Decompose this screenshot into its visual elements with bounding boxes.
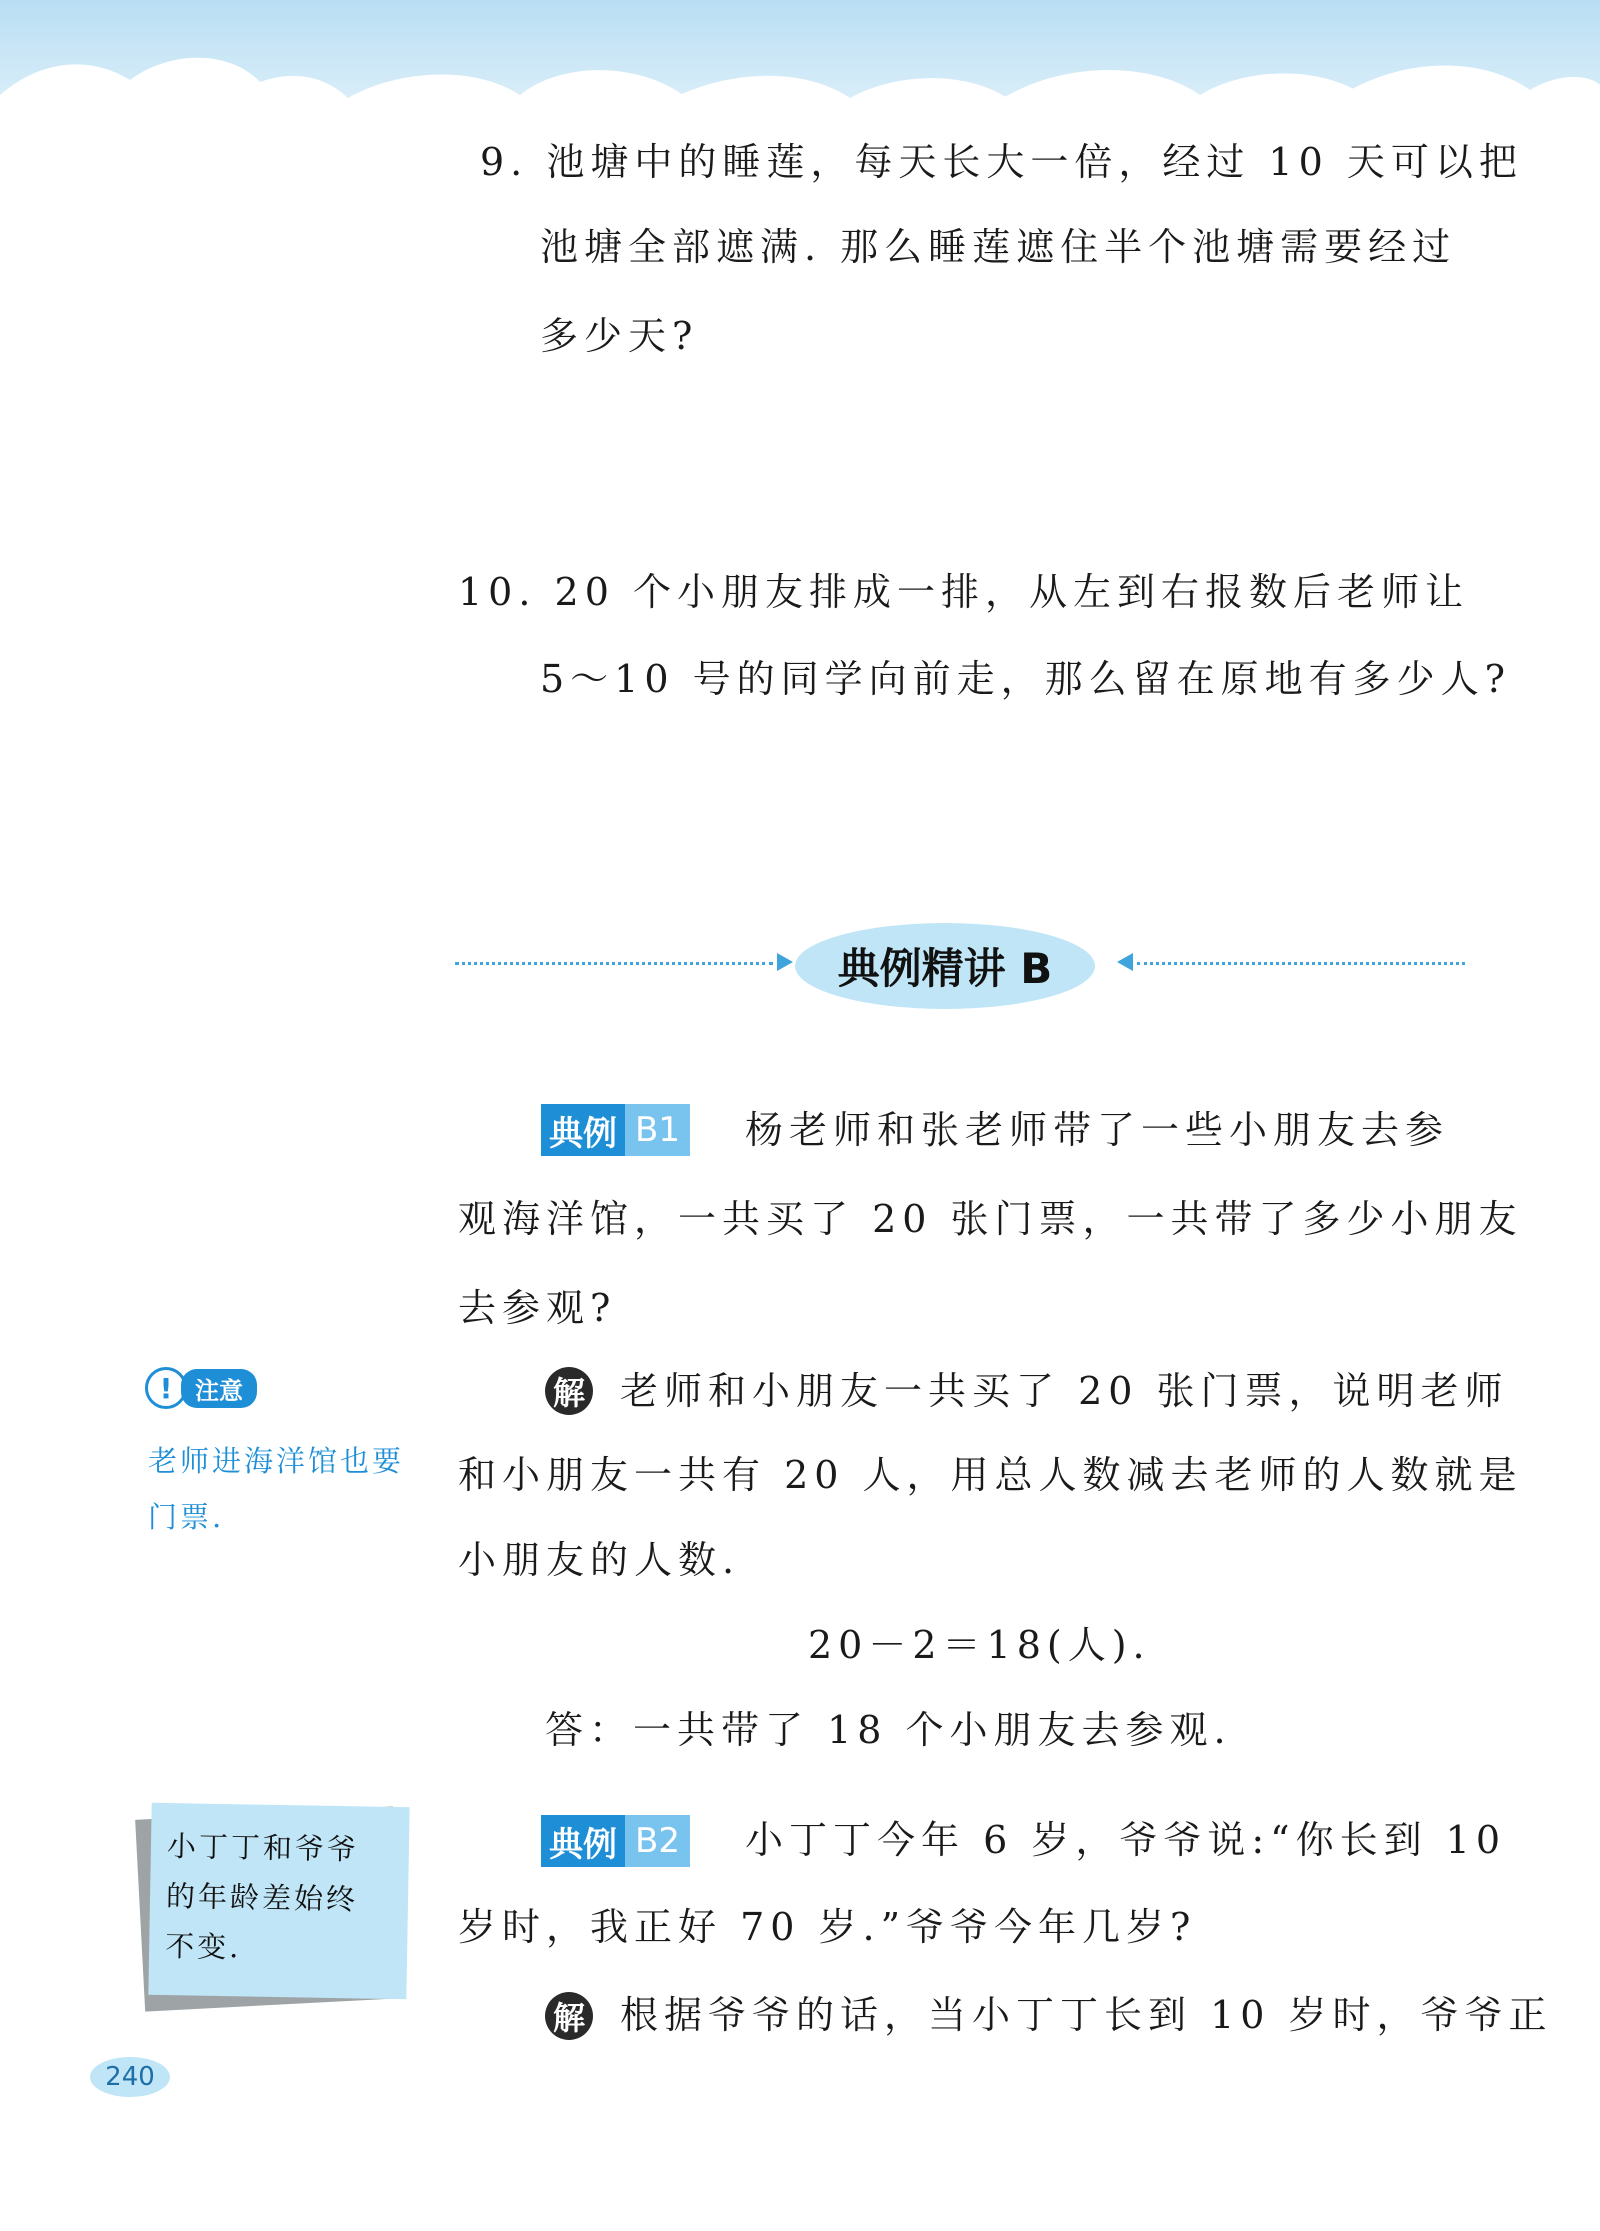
example-b1-line-2: 观海洋馆，一共买了 20 张门票，一共带了多少小朋友 (458, 1197, 1523, 1241)
tip-card-body (148, 1803, 409, 1999)
example-tag-label: 典例 (541, 1104, 625, 1156)
problem-10-line-1: 10. 20 个小朋友排成一排，从左到右报数后老师让 (458, 570, 1469, 614)
example-b1-solution-line-2: 和小朋友一共有 20 人，用总人数减去老师的人数就是 (458, 1453, 1523, 1497)
note-text-line-1: 老师进海洋馆也要 (148, 1444, 405, 1478)
tip-card-line-1: 小丁丁和爷爷 (166, 1829, 360, 1867)
tip-card-line-2: 的年龄差始终 (165, 1879, 359, 1917)
header-cloud-banner (0, 0, 1600, 135)
dotted-rule-left (455, 962, 773, 965)
tip-card (140, 1805, 410, 2005)
section-heading (455, 905, 1465, 1025)
example-b2-solution-line-1: 根据爷爷的话，当小丁丁长到 10 岁时，爷爷正 (620, 1993, 1553, 2037)
note-text-line-2: 门票. (148, 1500, 225, 1534)
tip-card-line-3: 不变. (164, 1929, 242, 1965)
example-b1-answer: 答：一共带了 18 个小朋友去参观. (545, 1708, 1232, 1752)
example-b1-line-3: 去参观? (458, 1286, 617, 1330)
example-b2-line-2: 岁时，我正好 70 岁.”爷爷今年几岁? (458, 1905, 1197, 1949)
solution-icon: 解 (545, 1992, 593, 2040)
problem-9-line-3: 多少天? (540, 314, 699, 358)
problem-9-line-1: 9. 池塘中的睡莲，每天长大一倍，经过 10 天可以把 (480, 140, 1523, 184)
example-tag-number: B2 (625, 1815, 690, 1867)
example-b1-tag (541, 1104, 690, 1156)
example-b1-equation: 20－2＝18(人). (808, 1623, 1151, 1667)
note-badge (145, 1365, 257, 1411)
example-b2-tag (541, 1815, 690, 1867)
exclamation-icon: ! (145, 1367, 187, 1409)
section-title: 典例精讲 B (795, 923, 1095, 1009)
arrow-left-icon (1117, 953, 1133, 971)
example-tag-number: B1 (625, 1104, 690, 1156)
note-label: 注意 (181, 1369, 257, 1408)
example-b1-line-1: 杨老师和张老师带了一些小朋友去参 (745, 1108, 1450, 1152)
problem-9-line-2: 池塘全部遮满. 那么睡莲遮住半个池塘需要经过 (540, 225, 1457, 269)
example-b2-line-1: 小丁丁今年 6 岁，爷爷说:“你长到 10 (745, 1818, 1506, 1862)
solution-icon: 解 (545, 1367, 593, 1415)
example-b1-solution-line-1: 老师和小朋友一共买了 20 张门票，说明老师 (620, 1369, 1509, 1413)
arrow-right-icon (777, 953, 793, 971)
page-number: 240 (90, 2057, 170, 2097)
problem-10-line-2: 5～10 号的同学向前走，那么留在原地有多少人? (540, 657, 1511, 701)
example-b1-solution-line-3: 小朋友的人数. (458, 1538, 741, 1582)
dotted-rule-right (1137, 962, 1465, 965)
example-tag-label: 典例 (541, 1815, 625, 1867)
